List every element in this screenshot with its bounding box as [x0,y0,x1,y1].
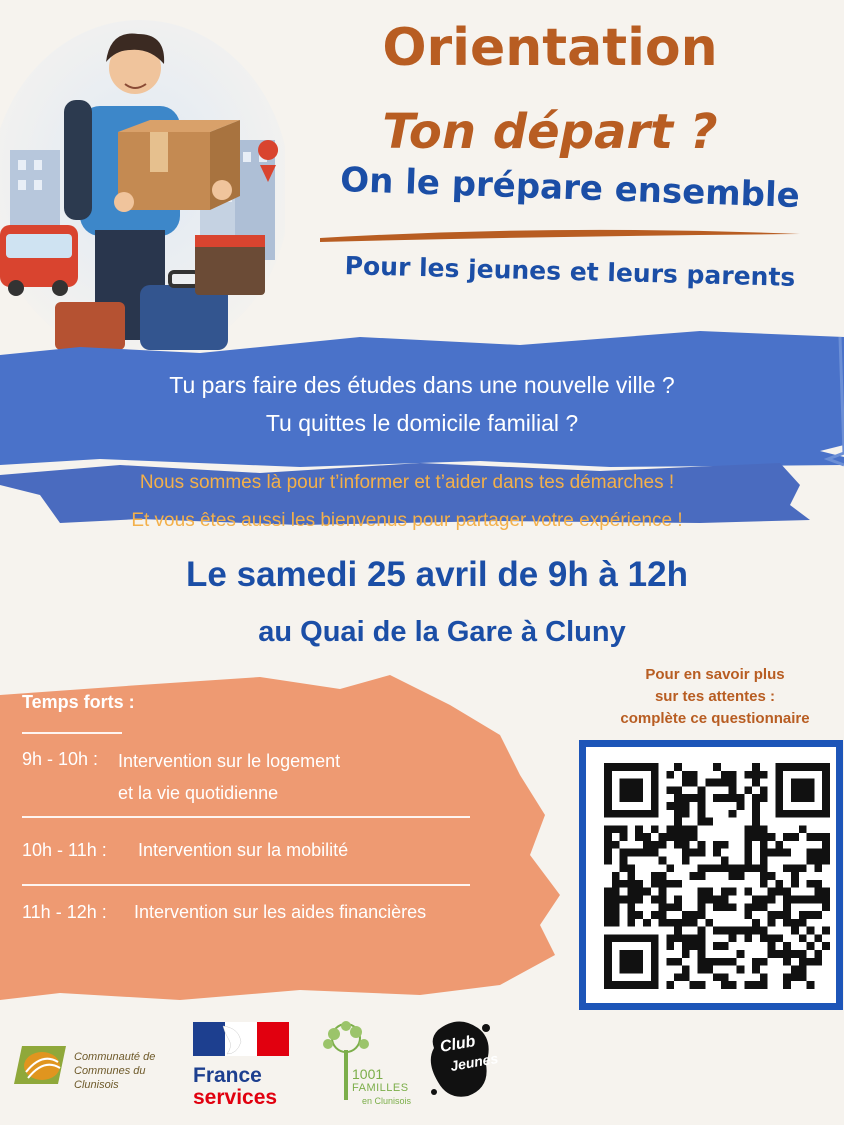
qr-code[interactable] [604,763,830,989]
ccc-label [74,1050,184,1092]
title-ton-depart: Ton départ ? [382,104,718,160]
logo-1001-familles [318,1020,418,1110]
questionnaire-line1: Pour en savoir plus [645,666,785,683]
f1001-sub: en Clunisois [362,1096,412,1106]
title-on-le-prepare: On le prépare ensemble [339,159,801,217]
schedule-divider [22,884,470,886]
event-date: Le samedi 25 avril de 9h à 12h [186,555,688,594]
schedule-desc [118,745,340,809]
club-line2: Jeunes [448,1049,500,1075]
band-question-2: Tu quittes le domicile familial ? [265,410,579,436]
logo-communaute-communes [14,1042,184,1092]
f1001-word: FAMILLES [352,1082,409,1094]
schedule-time: 9h - 10h : [22,749,99,769]
audience-subtitle: Pour les jeunes et leurs parents [344,251,796,292]
schedule-item-3 [22,902,542,928]
title-underline-stroke [320,226,800,244]
club-line1: Club [438,1033,477,1056]
schedule-time: 11h - 12h : [22,902,107,922]
schedule-item-2 [22,840,542,866]
title-orientation: Orientation [382,18,718,78]
schedule-heading: Temps forts : [22,692,135,712]
illustration-student-moving [0,20,285,350]
schedule-item-1 [22,749,542,809]
f1001-number: 1001 [352,1066,384,1082]
questionnaire-line3: complète ce questionnaire [620,710,810,727]
fs-line2: services [193,1086,278,1109]
schedule-desc: Intervention sur la mobilité [138,840,349,860]
event-place: au Quai de la Gare à Cluny [258,616,626,648]
band-info-1: Nous sommes là pour t’informer et t’aider dans tes démarches ! [139,472,675,493]
schedule-desc-line1: Intervention sur le logement [118,751,341,771]
logo-club-jeunes [428,1018,500,1100]
schedule-time: 10h - 11h : [22,840,107,860]
band-question-1: Tu pars faire des études dans une nouvelle ville ? [169,372,675,398]
orange-brush-area [0,665,580,1005]
band-info-2: Et vous êtes aussi les bienvenus pour partager votre expérience ! [131,510,683,531]
questionnaire-info [590,664,840,730]
schedule-divider [22,732,122,734]
qr-code-frame[interactable] [579,740,843,1010]
ccc-line1: Communauté de [74,1051,156,1063]
ccc-emblem-icon [14,1042,74,1088]
schedule-divider [22,816,470,818]
logo-france-services [193,1020,293,1110]
ccc-line2: Communes du Clunisois [74,1065,146,1091]
fs-line1: France [193,1064,262,1087]
marianne-flag-icon [193,1020,291,1060]
schedule-desc-line2: et la vie quotidienne [118,783,279,803]
schedule-desc: Intervention sur les aides financières [134,902,427,922]
questionnaire-line2: sur tes attentes : [654,688,776,705]
